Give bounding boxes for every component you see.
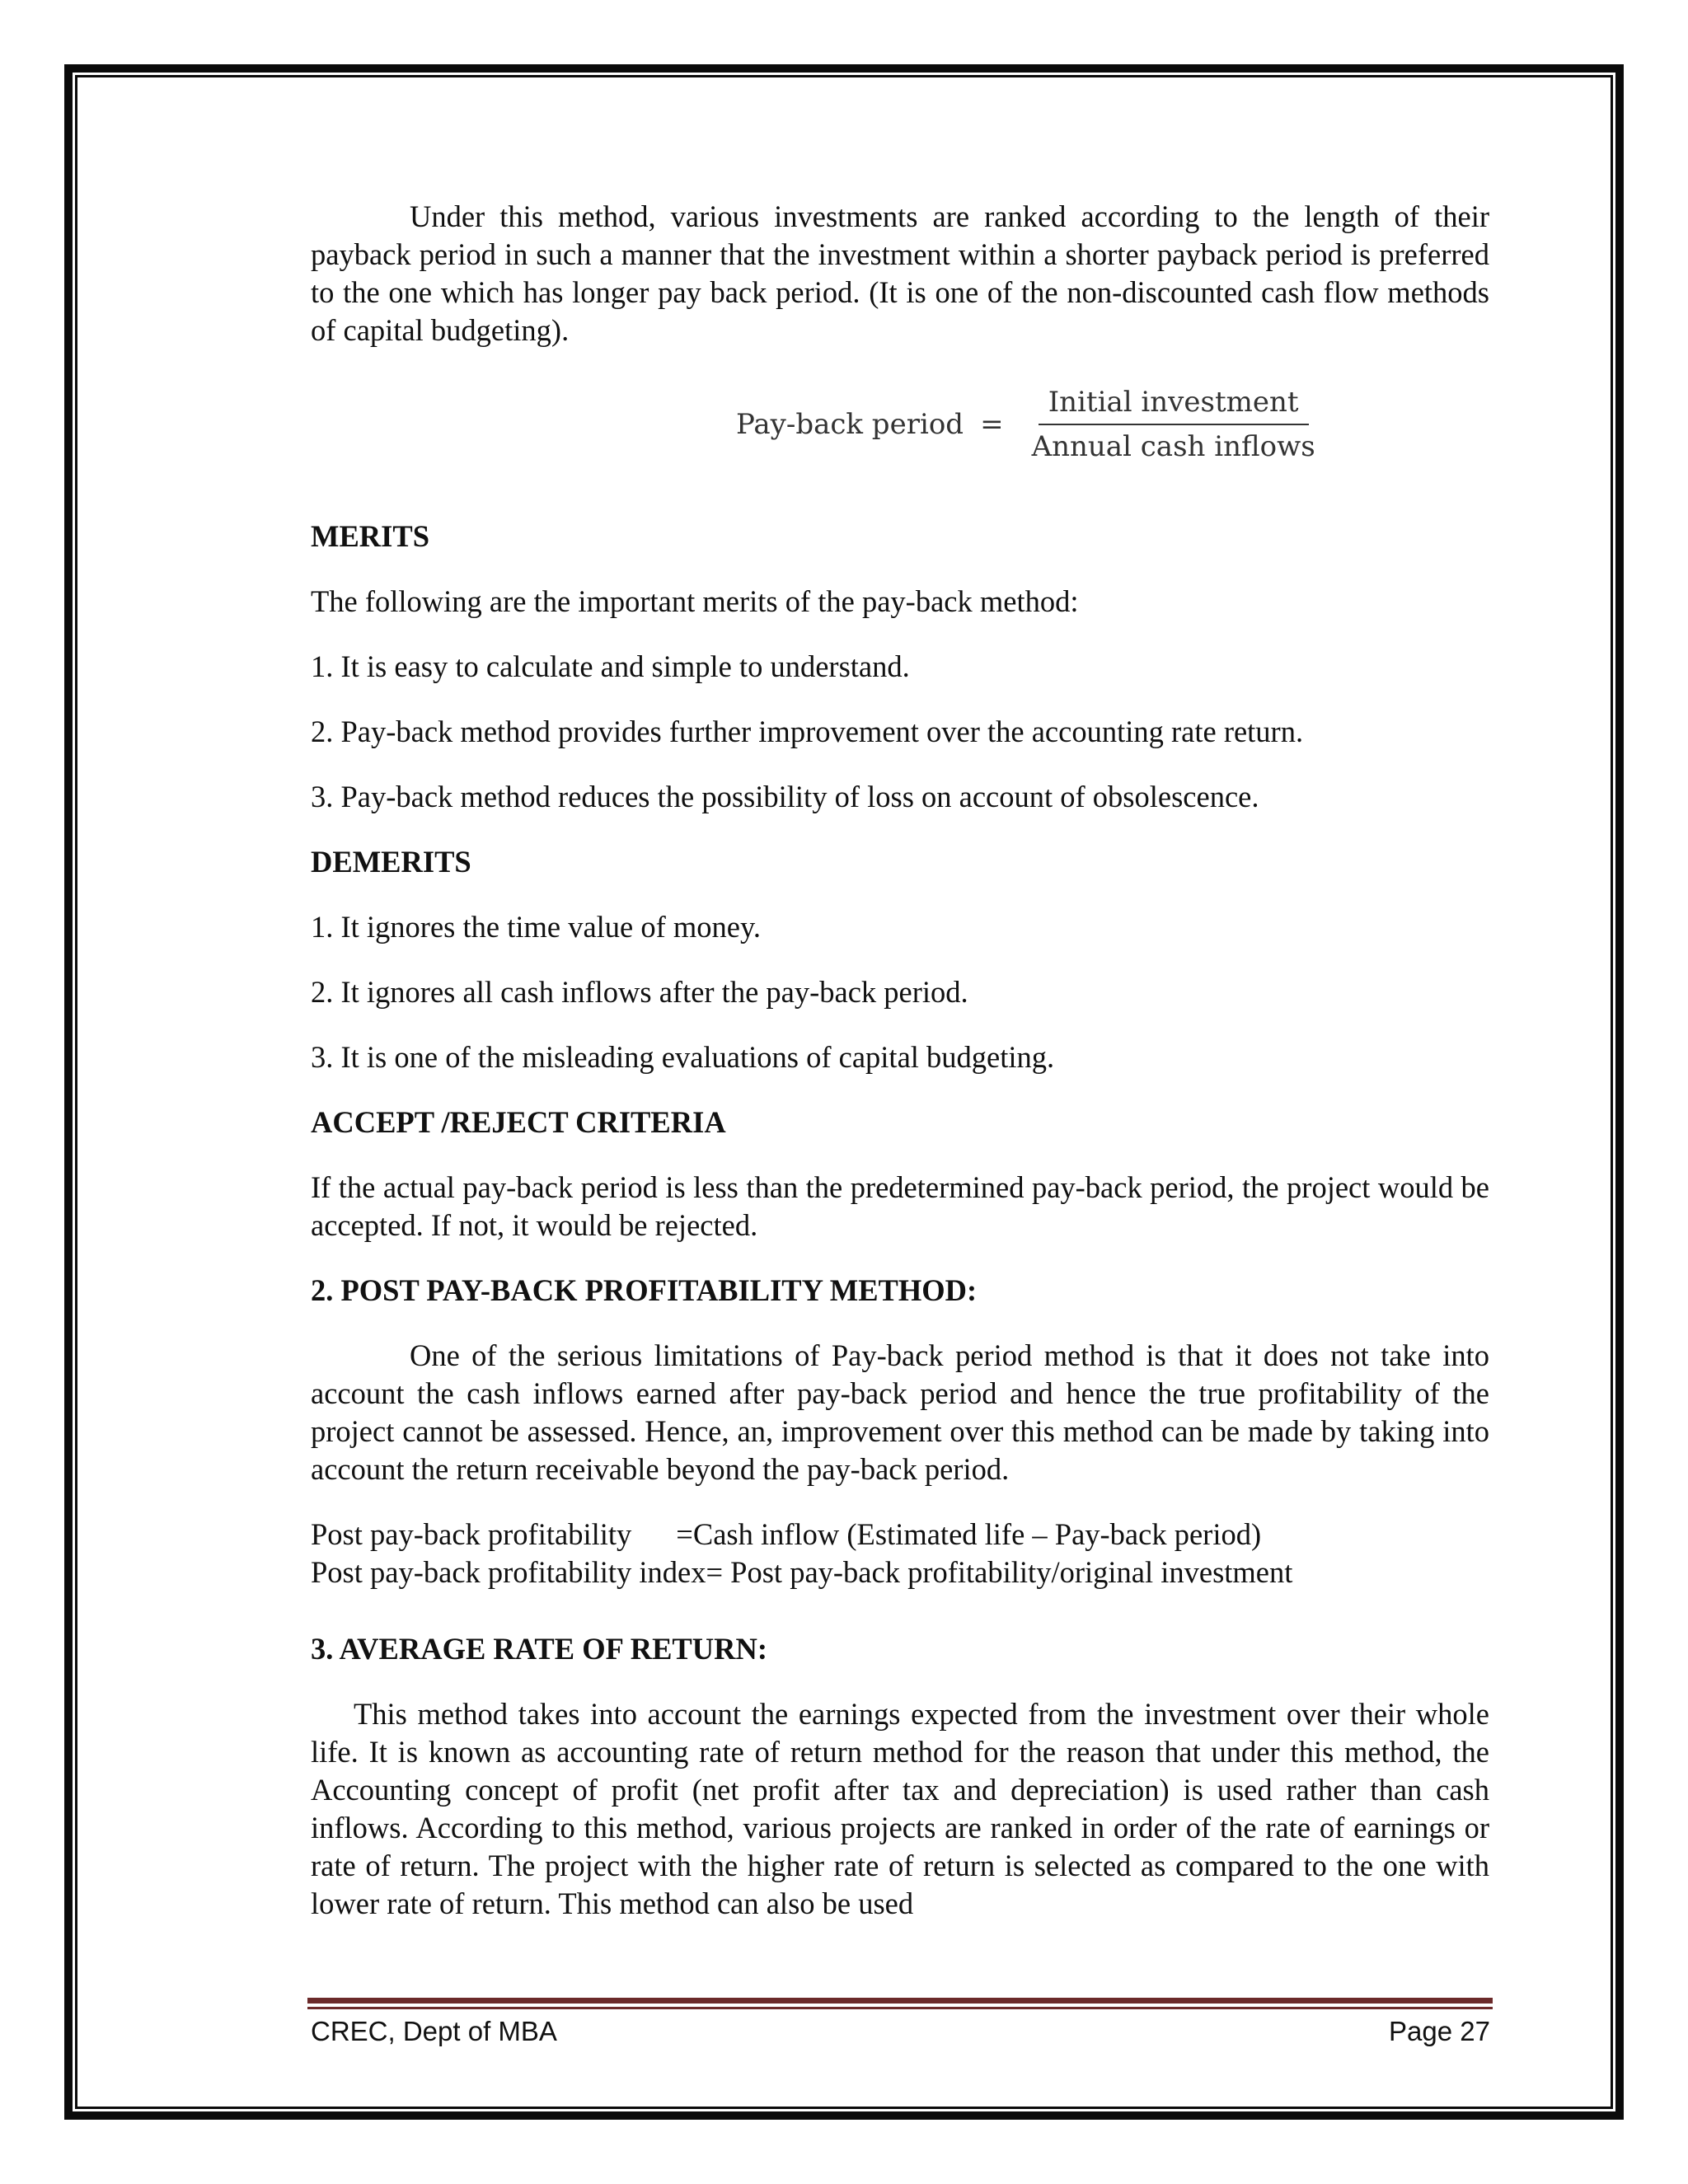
intro-paragraph: Under this method, various investments are ranked according to the length of their payback period in such a manner that the investment within a shorter payback period is preferred to the one which has longer pay back period. (It is one of the non-discounted cash flow methods of capital budgeting). bbox=[311, 199, 1489, 347]
post-payback-formula-1 bbox=[311, 1516, 1489, 1554]
merits-heading: MERITS bbox=[311, 519, 430, 553]
footer-department: CREC, Dept of MBA bbox=[311, 2016, 557, 2046]
post-payback-text: One of the serious limitations of Pay-back period method is that it does not take into account the cash inflows earned after pay-back period and hence the true profitability of the project cannot be assessed. Hence, an, improvement over this method can be made by taking into account the return receivable beyond the pay-back period. bbox=[311, 1338, 1489, 1486]
demerits-heading: DEMERITS bbox=[311, 845, 471, 879]
merits-intro: The following are the important merits of the pay-back method: bbox=[311, 584, 1079, 618]
demerits-item-2: 2. It ignores all cash inflows after the pay-back period. bbox=[311, 975, 968, 1009]
demerits-item-1: 1. It ignores the time value of money. bbox=[311, 910, 762, 944]
formula-numerator: Initial investment bbox=[1039, 386, 1309, 425]
merits-item-2: 2. Pay-back method provides further improvement over the accounting rate return. bbox=[311, 715, 1304, 748]
post-payback-heading: 2. POST PAY-BACK PROFITABILITY METHOD: bbox=[311, 1273, 978, 1307]
footer-rule-thin bbox=[307, 2007, 1493, 2009]
merits-item-1: 1. It is easy to calculate and simple to understand. bbox=[311, 649, 910, 683]
formula1-value: =Cash inflow (Estimated life – Pay-back period) bbox=[676, 1517, 1262, 1551]
formula-lhs: Pay-back period bbox=[736, 408, 964, 441]
formula-denominator: Annual cash inflows bbox=[1031, 430, 1315, 463]
footer-rule bbox=[307, 1998, 1493, 2004]
arr-heading: 3. AVERAGE RATE OF RETURN: bbox=[311, 1632, 767, 1666]
arr-text: This method takes into account the earnings expected from the investment over their whole life. It is known as accounting rate of return method for the reason that under this method, the Accounting concept of profit (net profit after tax and depreciation) is used rather than cash inflows. According to this method, various projects are ranked in order of the rate of earnings or rate of return. The project with the higher rate of return is selected as compared to the one with lower rate of return. This method can also be used bbox=[311, 1697, 1489, 1920]
formula-equals: = bbox=[980, 408, 1004, 441]
criteria-text: If the actual pay-back period is less than the predetermined pay-back period, the project would be accepted. If not, it would be rejected. bbox=[311, 1170, 1489, 1242]
criteria-heading: ACCEPT /REJECT CRITERIA bbox=[311, 1105, 726, 1139]
formula1-label: Post pay-back profitability bbox=[311, 1517, 632, 1551]
payback-formula bbox=[736, 386, 1325, 463]
merits-item-3: 3. Pay-back method reduces the possibility of loss on account of obsolescence. bbox=[311, 780, 1259, 813]
formula-fraction bbox=[1022, 386, 1325, 463]
demerits-item-3: 3. It is one of the misleading evaluations of capital budgeting. bbox=[311, 1040, 1055, 1074]
footer-page-number: Page 27 bbox=[1389, 2016, 1490, 2046]
post-payback-formula-2: Post pay-back profitability index= Post pay-back profitability/original investment bbox=[311, 1555, 1293, 1589]
